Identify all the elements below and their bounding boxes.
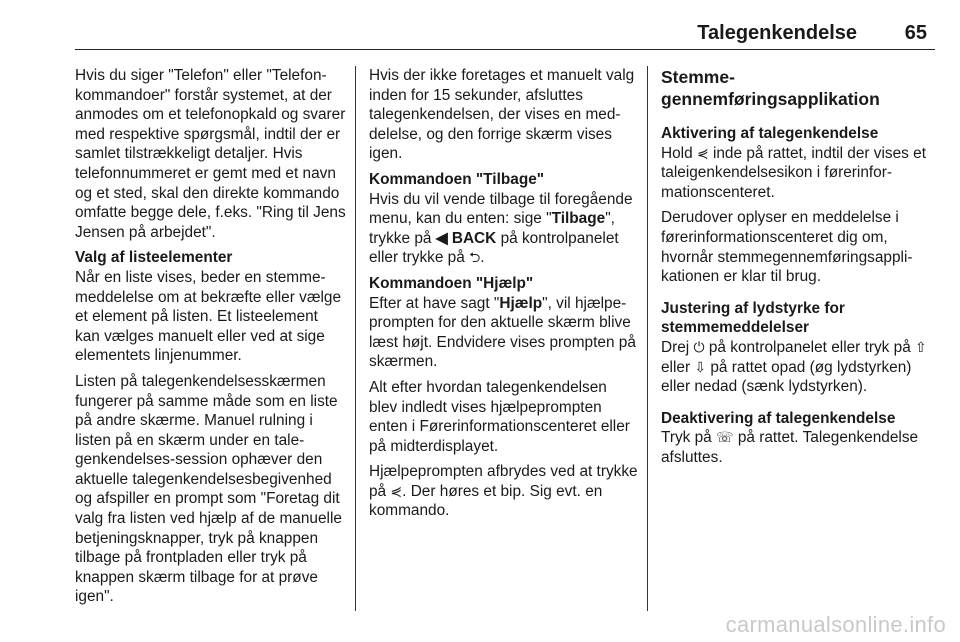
heading-activation: Aktivering af talegenkendelse — [661, 125, 879, 142]
paragraph-volume-adjust: Drej ⏻ på kontrolpanelet eller tryk på ⇧ eller ⇩ på rattet opad (øg lydstyrken) eller nedad (sænk lydstyrken). — [661, 338, 927, 396]
page-title: Talegenkendelse — [697, 22, 857, 44]
volume-up-icon: ⇧ — [915, 338, 927, 355]
paragraph-deactivation: Tryk på ☏ på rattet. Talegenkendelse afsluttes. — [661, 429, 919, 466]
watermark: carmanualsonline.info — [725, 612, 946, 637]
column-2 — [369, 66, 639, 527]
paragraph-activation: Hold ⋞ inde på rattet, indtil der vises et taleigenkendelsesikon i førerinformationscenteret. — [661, 144, 926, 201]
back-button-label: ◀ BACK — [435, 229, 497, 247]
heading-help-command: Kommandoen "Hjælp" — [369, 274, 534, 292]
heading-volume-adjust: Justering af lydstyrke for stemmemeddelelser — [661, 299, 845, 337]
header-rule — [75, 49, 935, 50]
paragraph-list-selection: Når en liste vises, beder en stemmemeddelelse om at bekræfte eller vælge et element på listen. Et listeelement kan vælges manuelt eller ved at sige elementets linjenummer. — [75, 268, 342, 365]
paragraph-back-command: Hvis du vil vende tilbage til foregående menu, kan du enten: sige "Tilbage", trykke på ◀ BACK på kontrolpanelet eller trykke på ⮌. — [369, 190, 633, 267]
paragraph-ready-message: Derudover oplyser en meddelelse i førerinformationscenteret dig om, hvornår stemmegennemføringsapplikationen er klar til brug. — [661, 209, 913, 286]
heading-back-command: Kommandoen "Tilbage" — [369, 170, 545, 188]
section-heading-voice-pass-through: Stemmegennemføringsapplikation — [661, 67, 880, 109]
column-divider-2 — [647, 66, 648, 611]
paragraph-help-display: Alt efter hvordan talegenkendelsen blev indledt vises hjælpeprompten enten i Førerinformationscenteret eller på midterdisplayet. — [369, 378, 630, 455]
paragraph-help-command: Efter at have sagt "Hjælp", vil hjælpeprompten for den aktuelle skærm blive læst højt. Endvidere vises prompten på skærmen. — [369, 294, 636, 371]
column-1 — [75, 66, 347, 613]
end-call-icon: ☏ — [716, 429, 734, 446]
voice-command-icon: ⋞ — [696, 144, 709, 161]
paragraph-phone-command: Hvis du siger "Telefon" eller "Telefonkommandoer" forstår systemet, at der anmodes om et telefonopkald og svarer med respektive spørgsmål, indtil der er samlet tilstrækkeligt detaljer. Hvis telefonnummeret er gemt med et navn og et sted, skal den direkte kommando omfatte begge dele, f.eks. "Ring til Jens Jensen på arbejdet". — [75, 67, 346, 241]
voice-command-icon: ⋞ — [390, 482, 403, 499]
power-knob-icon: ⏻ — [693, 338, 705, 355]
column-divider-1 — [355, 66, 356, 611]
page-header — [75, 0, 935, 50]
paragraph-help-interrupt: Hjælpeprompten afbrydes ved at trykke på ⋞. Der høres et bip. Sig evt. en kommando. — [369, 463, 638, 520]
heading-list-selection: Valg af listeelementer — [75, 249, 233, 267]
return-arrow-icon: ⮌ — [469, 249, 481, 266]
paragraph-timeout: Hvis der ikke foretages et manuelt valg inden for 15 sekunder, afsluttes talegenkendelsen, der vises en meddelelse, og den forrige skærm vises igen. — [369, 67, 635, 163]
page-number: 65 — [904, 22, 927, 44]
paragraph-list-scrolling: Listen på talegenkendelsesskærmen fungerer på samme måde som en liste på andre skærme. Manuel rulning i listen på en skærm under en talegenkendelses-session ophæver den aktuelle talegenkendelsesbegivenhed og afspiller en prompt som "Foretag dit valg fra listen ved hjælp af de manuelle betjeningsknapper, tryk på knappen tilbage på frontpladen eller tryk på knappen skærm tilbage for at prøve igen". — [75, 372, 342, 606]
column-3 — [661, 66, 933, 474]
volume-down-icon: ⇩ — [694, 358, 707, 375]
heading-deactivation: Deaktivering af talegenkendelse — [661, 409, 896, 427]
